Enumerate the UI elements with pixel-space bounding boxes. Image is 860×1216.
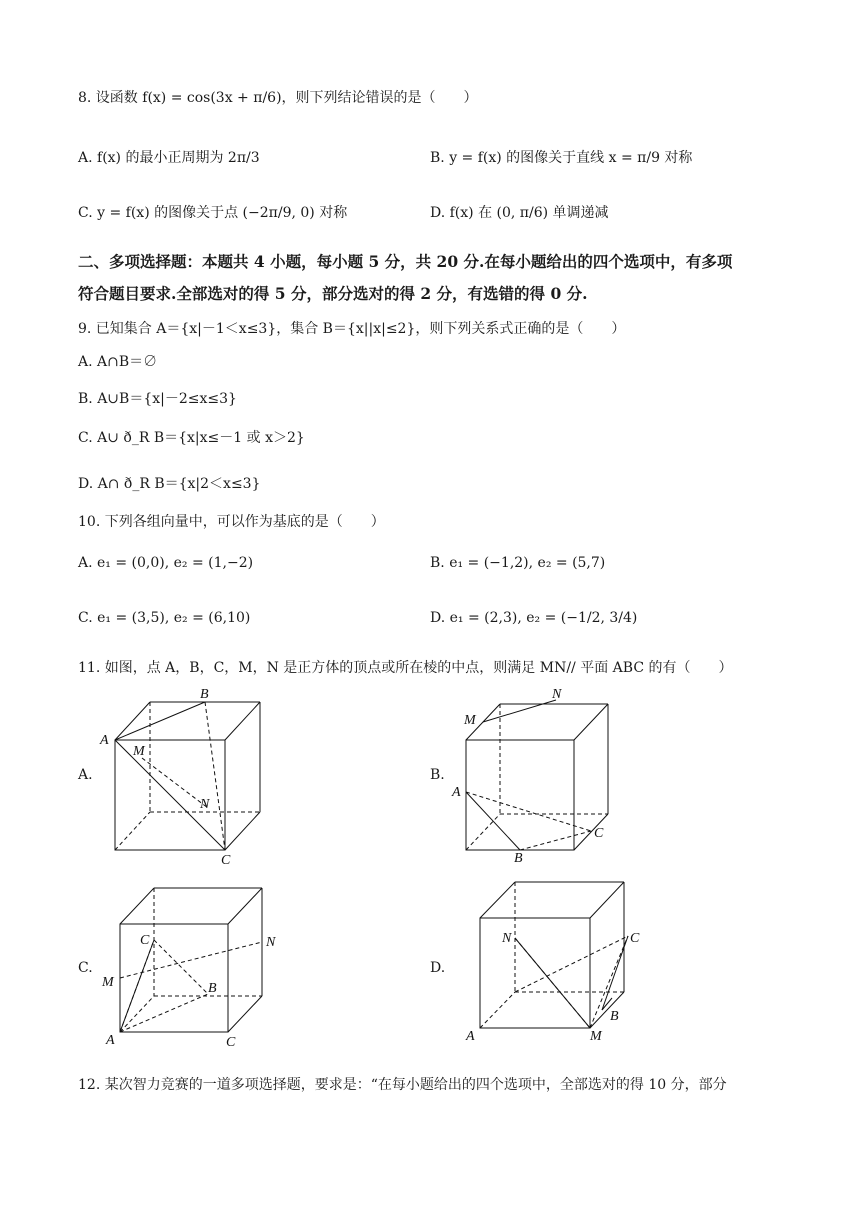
q9-option-d: D. A∩ ð_R B＝{x|2＜x≤3} xyxy=(78,476,261,492)
q8-stem: 8. 设函数 f(x) = cos(3x + π/6)，则下列结论错误的是（ ） xyxy=(78,90,478,106)
q10-option-a: A. e₁ = (0,0), e₂ = (1,−2) xyxy=(78,555,254,571)
q12-stem: 12. 某次智力竞赛的一道多项选择题，要求是：“在每小题给出的四个选项中，全部选对的得 10 分，部分 xyxy=(78,1077,727,1093)
q10-stem: 10. 下列各组向量中，可以作为基底的是（ ） xyxy=(78,514,385,530)
q11-option-a-label: A. xyxy=(78,767,93,783)
q11-figure-b xyxy=(448,680,638,874)
label-c: C xyxy=(594,826,604,841)
q8-option-d: D. f(x) 在 (0, π/6) 单调递减 xyxy=(430,205,609,221)
label-m: M xyxy=(133,744,145,759)
label-c-top: C xyxy=(140,933,150,948)
label-a: A xyxy=(452,785,461,800)
q11-figure-c xyxy=(100,878,290,1062)
q11-option-d-label: D. xyxy=(430,960,446,976)
q9-option-c: C. A∪ ð_R B＝{x|x≤－1 或 x＞2} xyxy=(78,430,305,446)
q10-option-d: D. e₁ = (2,3), e₂ = (−1/2, 3/4) xyxy=(430,610,638,626)
label-b: B xyxy=(208,981,217,996)
q11-figure-d xyxy=(452,870,642,1054)
q10-option-c: C. e₁ = (3,5), e₂ = (6,10) xyxy=(78,610,251,626)
label-m: M xyxy=(464,713,476,728)
q11-stem: 11. 如图，点 A，B，C，M，N 是正方体的顶点或所在棱的中点，则满足 MN// 平面 ABC 的有（ ） xyxy=(78,660,733,676)
label-n: N xyxy=(552,687,562,702)
q8-option-c: C. y = f(x) 的图像关于点 (−2π/9, 0) 对称 xyxy=(78,205,348,221)
label-n: N xyxy=(200,797,210,812)
label-m: M xyxy=(102,975,114,990)
label-n: N xyxy=(266,935,276,950)
q9-option-a: A. A∩B＝∅ xyxy=(78,354,158,370)
label-c: C xyxy=(221,853,231,868)
q8-option-a: A. f(x) 的最小正周期为 2π/3 xyxy=(78,150,260,166)
label-c-bottom: C xyxy=(226,1035,236,1050)
label-c: C xyxy=(630,931,640,946)
label-m: M xyxy=(590,1029,602,1044)
q9-option-b: B. A∪B＝{x|－2≤x≤3} xyxy=(78,391,237,407)
q9-stem: 9. 已知集合 A＝{x|－1＜x≤3}，集合 B＝{x||x|≤2}，则下列关系式正确的是（ ） xyxy=(78,321,626,337)
label-a: A xyxy=(466,1029,475,1044)
label-a: A xyxy=(106,1033,115,1048)
q11-option-b-label: B. xyxy=(430,767,445,783)
label-b: B xyxy=(514,851,523,866)
section2-line1: 二、多项选择题：本题共 4 小题，每小题 5 分，共 20 分.在每小题给出的四个选项中，有多项 xyxy=(78,252,733,271)
label-b: B xyxy=(610,1009,619,1024)
cube-front-face xyxy=(120,924,228,1032)
label-a: A xyxy=(100,733,109,748)
label-n: N xyxy=(502,931,512,946)
section2-line2: 符合题目要求.全部选对的得 5 分，部分选对的得 2 分，有选错的得 0 分. xyxy=(78,284,588,303)
q11-option-c-label: C. xyxy=(78,960,93,976)
q10-option-b: B. e₁ = (−1,2), e₂ = (5,7) xyxy=(430,555,606,571)
label-b: B xyxy=(200,687,209,702)
q11-figure-a xyxy=(100,680,290,874)
q8-option-b: B. y = f(x) 的图像关于直线 x = π/9 对称 xyxy=(430,150,693,166)
